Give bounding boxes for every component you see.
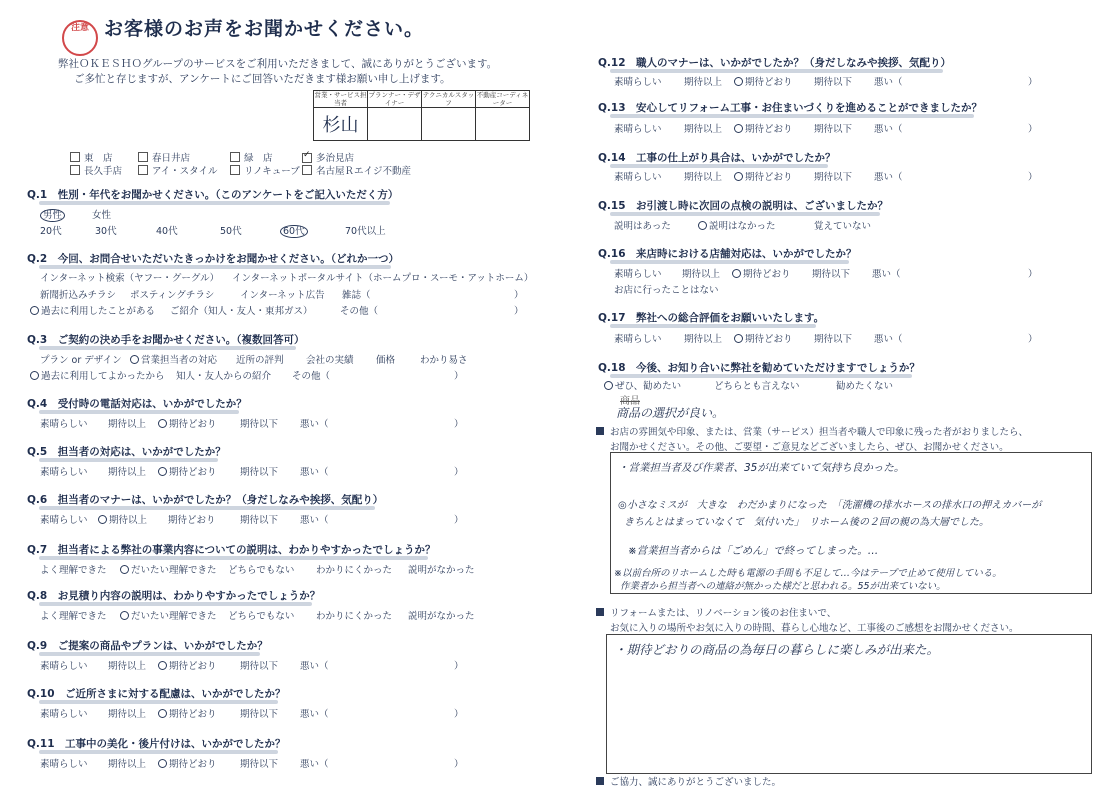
question-label: Q.11 工事中の美化・後片付けは、いかがでしたか？: [27, 738, 286, 750]
question-label: Q.6 担当者のマナーは、いかがでしたか？（身だしなみや挨拶、気配り）: [27, 494, 384, 506]
option-selected[interactable]: 期待どおり: [734, 169, 793, 183]
option[interactable]: 悪い（: [300, 467, 329, 478]
option[interactable]: 期待以下: [814, 77, 853, 88]
paren-close: ）: [454, 709, 464, 720]
question-label: Q.18 今後、お知り合いに弊社を勧めていただけますでしょうか？: [598, 362, 920, 374]
seal-stamp: 注意: [62, 20, 98, 56]
option-selected[interactable]: 期待どおり: [734, 331, 793, 345]
option[interactable]: 素晴らしい: [40, 661, 88, 672]
option[interactable]: わかりにくかった: [316, 565, 393, 576]
option[interactable]: どちらでもない: [228, 611, 295, 622]
option-selected[interactable]: 期待どおり: [734, 74, 793, 88]
option[interactable]: 素晴らしい: [40, 759, 88, 770]
closing-text: ご協力、誠にありがとうございました。: [596, 774, 781, 788]
option-selected[interactable]: 期待どおり: [158, 416, 217, 430]
staff-value-planner[interactable]: [368, 108, 422, 141]
option[interactable]: 説明がなかった: [408, 565, 475, 576]
paren-close: ）: [1028, 77, 1038, 88]
store-checkbox-kasugai[interactable]: 春日井店: [138, 150, 190, 164]
store-checkbox-midori[interactable]: 緑 店: [230, 150, 273, 164]
option[interactable]: どちらとも言えない: [714, 381, 800, 392]
question-label: Q.4 受付時の電話対応は、いかがでしたか？: [27, 398, 247, 410]
option[interactable]: 素晴らしい: [40, 709, 88, 720]
option[interactable]: お店に行ったことはない: [614, 285, 719, 296]
option[interactable]: 覚えていない: [814, 221, 872, 232]
option[interactable]: よく理解できた: [40, 611, 107, 622]
question-label: Q.2 今回、お問合せいただいたきっかけをお聞かせください。（どれか一つ）: [27, 253, 399, 265]
option[interactable]: インターネット広告: [240, 290, 325, 301]
option-selected[interactable]: 期待どおり: [734, 121, 793, 135]
option-selected[interactable]: 期待以上: [98, 512, 147, 526]
option-selected[interactable]: 過去に利用してよかったから: [30, 368, 165, 382]
staff-header-realestate: 不動産コーディネーター: [476, 91, 529, 107]
option[interactable]: 勧めたくない: [836, 381, 894, 392]
option-selected[interactable]: 期待どおり: [158, 464, 217, 478]
option[interactable]: プラン or デザイン: [40, 355, 122, 366]
option[interactable]: 期待以上: [108, 709, 147, 720]
handwriting-line: ・営業担当者及び作業者、35が出来ていて気持ち良かった。: [618, 462, 905, 474]
paren-close: ）: [1028, 269, 1038, 280]
option-selected[interactable]: 期待どおり: [158, 658, 217, 672]
option[interactable]: 期待以上: [682, 269, 721, 280]
question-label: Q.14 工事の仕上がり具合は、いかがでしたか？: [598, 152, 836, 164]
handwriting-line: ・期待どおりの商品の為毎日の暮らしに楽しみが出来た。: [614, 642, 940, 657]
staff-value-technical[interactable]: [422, 108, 476, 141]
option[interactable]: わかりにくかった: [316, 611, 393, 622]
option[interactable]: 期待以下: [812, 269, 851, 280]
option-70s[interactable]: 70代以上: [345, 226, 386, 237]
section1-line-1: お店の雰囲気や印象、または、営業（サービス）担当者や職人で印象に残った者がおりましたら、: [596, 424, 1028, 438]
intro-line-1: 弊社ＯＫＥＳＨＯグループのサービスをご利用いただきまして、誠にありがとうございます。: [58, 58, 498, 70]
option[interactable]: 期待以下: [240, 759, 279, 770]
option[interactable]: 素晴らしい: [614, 124, 662, 135]
option[interactable]: 雑誌（: [342, 290, 371, 301]
paren-close: ）: [454, 661, 464, 672]
option[interactable]: 悪い（: [874, 124, 903, 135]
paren-close: ）: [514, 290, 524, 301]
section2-line-1: リフォームまたは、リノベーション後のお住まいで、: [596, 605, 836, 619]
question-label: Q.1 性別・年代をお聞かせください。（このアンケートをご記入いただく方）: [27, 189, 399, 201]
option[interactable]: よく理解できた: [40, 565, 107, 576]
handwriting-line: ※以前台所のリホームした時も電源の手間も不足して…今はテープで止めて使用している。: [614, 568, 1002, 579]
option[interactable]: 期待以下: [814, 172, 853, 183]
option[interactable]: 期待以上: [108, 419, 147, 430]
paren-close: ）: [454, 515, 464, 526]
square-bullet-icon: [596, 608, 604, 616]
option-50s[interactable]: 50代: [220, 226, 242, 237]
option-30s[interactable]: 30代: [95, 226, 117, 237]
option[interactable]: 期待以上: [684, 77, 723, 88]
question-label: Q.16 来店時における店舗対応は、いかがでしたか？: [598, 248, 857, 260]
store-checkbox-tajimi[interactable]: ✓ 多治見店: [302, 150, 354, 164]
paren-close: ）: [1028, 334, 1038, 345]
paren-close: ）: [1028, 124, 1038, 135]
staff-table: [313, 90, 530, 141]
store-checkbox-renocube[interactable]: リノキューブ: [230, 163, 300, 177]
option[interactable]: 素晴らしい: [40, 419, 88, 430]
option[interactable]: わかり易さ: [420, 355, 468, 366]
option[interactable]: 悪い（: [872, 269, 901, 280]
question-label: Q.13 安心してリフォーム工事・お住まいづくりを進めることができましたか？: [598, 102, 983, 114]
option-40s[interactable]: 40代: [156, 226, 178, 237]
option[interactable]: 悪い（: [300, 419, 329, 430]
option-selected[interactable]: だいたい理解できた: [120, 608, 217, 622]
option-selected[interactable]: 期待どおり: [158, 706, 217, 720]
option[interactable]: 悪い（: [874, 334, 903, 345]
option[interactable]: 期待以上: [108, 661, 147, 672]
option[interactable]: ご紹介（知人・友人・東邦ガス）: [170, 306, 313, 317]
option-selected[interactable]: 期待どおり: [732, 266, 791, 280]
option[interactable]: その他（: [292, 371, 331, 382]
option[interactable]: 素晴らしい: [614, 172, 662, 183]
option[interactable]: その他（: [340, 306, 379, 317]
option[interactable]: 期待以上: [108, 759, 147, 770]
staff-value-sales[interactable]: 杉山: [314, 108, 368, 141]
option-selected[interactable]: 過去に利用したことがある: [30, 303, 155, 317]
question-label: Q.7 担当者による弊社の事業内容についての説明は、わかりやすかったでしょうか？: [27, 544, 436, 556]
paren-close: ）: [454, 759, 464, 770]
question-label: Q.9 ご提案の商品やプランは、いかがでしたか？: [27, 640, 268, 652]
option[interactable]: 期待以下: [240, 661, 279, 672]
q18-note-strike: 商品: [620, 396, 640, 407]
paren-close: ）: [454, 467, 464, 478]
option[interactable]: 期待以下: [814, 124, 853, 135]
option-selected[interactable]: 説明はなかった: [698, 218, 776, 232]
q18-note: 商品の選択が良い。: [616, 406, 725, 420]
staff-header-planner: プランナー・デザイナー: [368, 91, 421, 107]
staff-header-technical: テクニカルスタッフ: [422, 91, 475, 107]
option[interactable]: 期待以上: [684, 172, 723, 183]
question-label: Q.10 ご近所さまに対する配慮は、いかがでしたか？: [27, 688, 286, 700]
option[interactable]: 期待以上: [108, 467, 147, 478]
option-selected[interactable]: ぜひ、勧めたい: [604, 378, 681, 392]
option[interactable]: 知人・友人からの紹介: [176, 371, 272, 382]
option[interactable]: ポスティングチラシ: [130, 290, 215, 301]
option[interactable]: どちらでもない: [228, 565, 295, 576]
option[interactable]: 期待以下: [240, 709, 279, 720]
option-selected[interactable]: 期待どおり: [158, 756, 217, 770]
question-label: Q.5 担当者の対応は、いかがでしたか？: [27, 446, 226, 458]
section2-line-2: お気に入りの場所やお気に入りの時間、暮らし心地など、工事後のご感想をお聞かせください。: [610, 623, 1019, 634]
page-title: お客様のお声をお聞かせください。: [104, 18, 425, 40]
handwriting-line: ※営業担当者からは「ごめん」で終ってしまった。…: [628, 545, 879, 557]
question-label: Q.3 ご契約の決め手をお聞かせください。（複数回答可）: [27, 334, 305, 346]
option[interactable]: 価格: [376, 355, 396, 366]
option-selected[interactable]: だいたい理解できた: [120, 562, 217, 576]
option[interactable]: 素晴らしい: [40, 515, 88, 526]
option[interactable]: 近所の評判: [236, 355, 284, 366]
question-label: Q.12 職人のマナーは、いかがでしたか？（身だしなみや挨拶、気配り）: [598, 57, 952, 69]
option[interactable]: 期待以上: [684, 334, 723, 345]
option[interactable]: 説明がなかった: [408, 611, 475, 622]
paren-close: ）: [454, 419, 464, 430]
option[interactable]: 期待以下: [240, 515, 279, 526]
option[interactable]: 素晴らしい: [614, 77, 662, 88]
option[interactable]: 期待どおり: [168, 515, 216, 526]
store-checkbox-rage[interactable]: 名古屋Ｒエイジ不動産: [302, 163, 411, 177]
option[interactable]: 悪い（: [300, 661, 329, 672]
store-checkbox-nagakute[interactable]: 長久手店: [70, 163, 122, 177]
option[interactable]: 期待以上: [684, 124, 723, 135]
option[interactable]: 素晴らしい: [614, 334, 662, 345]
option[interactable]: インターネットポータルサイト（ホームプロ・スーモ・アットホーム）: [232, 273, 534, 284]
option[interactable]: 期待以下: [240, 419, 279, 430]
option[interactable]: 悪い（: [300, 709, 329, 720]
store-checkbox-istyle[interactable]: アイ・スタイル: [138, 163, 217, 177]
option[interactable]: 悪い（: [874, 77, 903, 88]
option[interactable]: 悪い（: [300, 515, 329, 526]
handwriting-line: 作業者から担当者への連絡が無かった様だと思われる。55が出来ていない。: [620, 581, 946, 592]
store-checkbox-higashi[interactable]: 東 店: [70, 150, 113, 164]
option-male[interactable]: 男性: [40, 207, 65, 221]
paren-close: ）: [514, 306, 524, 317]
question-label: Q.8 お見積り内容の説明は、わかりやすかったでしょうか？: [27, 590, 321, 602]
option[interactable]: インターネット検索（ヤフー・グーグル）: [40, 273, 220, 284]
paren-close: ）: [1028, 172, 1038, 183]
option[interactable]: 会社の実績: [306, 355, 354, 366]
option[interactable]: 素晴らしい: [614, 269, 662, 280]
option-female[interactable]: 女性: [92, 210, 112, 221]
square-bullet-icon: [596, 427, 604, 435]
question-label: Q.17 弊社への総合評価をお願いいたします。: [598, 312, 825, 324]
intro-line-2: ご多忙と存じますが、アンケートにご回答いただきます様お願い申し上げます。: [74, 73, 451, 85]
handwriting-line: ◎小さなミスが 大きな わだかまりになった 「洗濯機の排水ホースの排水口の押えカバーが: [618, 500, 1042, 511]
option[interactable]: 期待以下: [814, 334, 853, 345]
option[interactable]: 素晴らしい: [40, 467, 88, 478]
paren-close: ）: [454, 371, 464, 382]
option[interactable]: 説明はあった: [614, 221, 671, 232]
option-20s[interactable]: 20代: [40, 226, 62, 237]
option-60s[interactable]: 60代: [280, 223, 308, 237]
option[interactable]: 悪い（: [874, 172, 903, 183]
option[interactable]: 悪い（: [300, 759, 329, 770]
option-selected[interactable]: 営業担当者の対応: [130, 352, 217, 366]
section1-line-2: お聞かせください。その他、ご要望・ご意見などございましたら、ぜひ、お聞かせください。: [610, 442, 1009, 453]
square-bullet-icon: [596, 777, 604, 785]
option[interactable]: 新聞折込みチラシ: [40, 290, 117, 301]
staff-header-sales: 営業・サービス担当者: [314, 91, 367, 107]
staff-value-realestate[interactable]: [476, 108, 530, 141]
question-label: Q.15 お引渡し時に次回の点検の説明は、ございましたか？: [598, 200, 889, 212]
handwriting-line: きちんとはまっていなくて 気付いた」 リホーム後の２回の親の為大層でした。: [624, 517, 989, 528]
option[interactable]: 期待以下: [240, 467, 279, 478]
